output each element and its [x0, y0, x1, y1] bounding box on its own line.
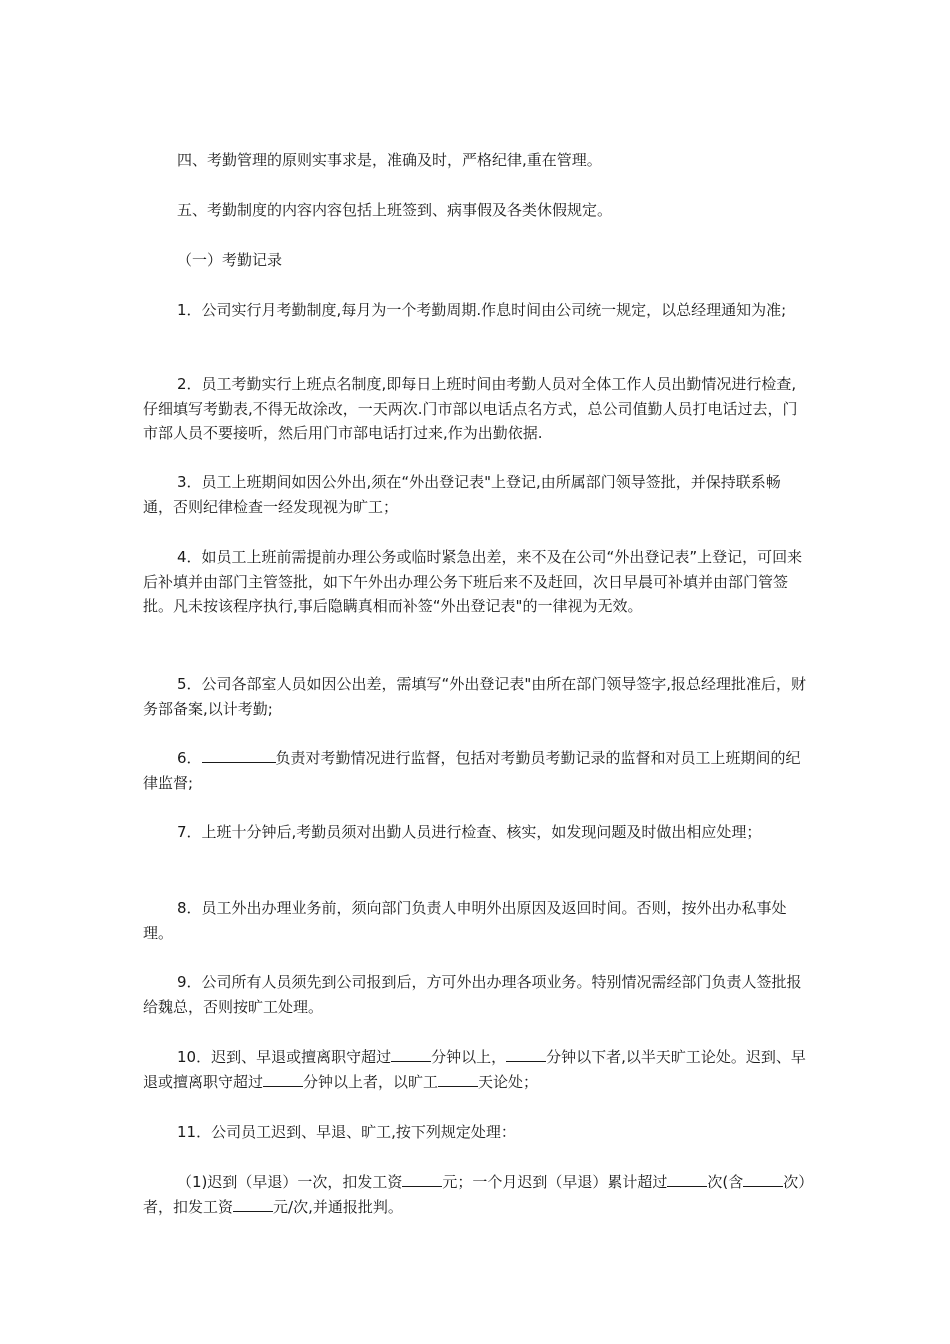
fill-blank: [263, 1071, 303, 1087]
fill-blank: [438, 1071, 478, 1087]
content-paragraph: 五、考勤制度的内容内容包括上班签到、病事假及各类休假规定。: [177, 201, 613, 219]
rule-item-5: 5．公司各部室人员如因公出差，需填写“外出登记表"由所在部门领导签字,报总经理批准后，财务部备案,以计考勤;: [143, 675, 806, 718]
rule-item-8: 8．员工外出办理业务前，须向部门负责人申明外出原因及返回时间。否则，按外出办私事处理。: [143, 899, 787, 942]
section-heading-attendance-records: （一）考勤记录: [177, 251, 283, 269]
fill-blank: [667, 1171, 707, 1187]
rule-item-6-text: 负责对考勤情况进行监督，包括对考勤员考勤记录的监督和对员工上班期间的纪律监督;: [143, 749, 801, 792]
rule-item-3: 3．员工上班期间如因公外出,须在“外出登记表"上登记,由所属部门领导签批，并保持联系畅通，否则纪律检查一经发现视为旷工；: [143, 473, 781, 516]
rule-item-10: [143, 1045, 807, 1094]
rule-item-10-text-4: 分钟以上者，以旷工: [303, 1072, 439, 1091]
sub-item-1-text-3: 次(含: [707, 1173, 744, 1191]
sub-item-1-text-1: （1)迟到（早退）一次，扣发工资: [177, 1173, 403, 1191]
rule-item-10-text-5: 天论处；: [478, 1072, 539, 1091]
fill-blank: [391, 1046, 431, 1062]
rule-item-6-prefix: 6．: [177, 749, 202, 767]
rule-sub-item-1: [143, 1170, 807, 1219]
fill-blank: [233, 1196, 273, 1212]
rule-item-1: 1．公司实行月考勤制度,每月为一个考勤周期.作息时间由公司统一规定，以总经理通知为准;: [177, 301, 787, 319]
rule-item-11: 11．公司员工迟到、早退、旷工,按下列规定处理：: [177, 1123, 516, 1141]
sub-item-1-text-4: 次）者，扣发工资: [143, 1173, 806, 1216]
fill-blank: [506, 1046, 546, 1062]
rule-item-10-text-1: 10．迟到、早退或擅离职守超过: [177, 1048, 392, 1066]
rule-item-9: 9．公司所有人员须先到公司报到后，方可外出办理各项业务。特别情况需经部门负责人签批报给魏总，否则按旷工处理。: [143, 973, 802, 1016]
principle-paragraph: 四、考勤管理的原则实事求是，准确及时，严格纪律,重在管理。: [177, 151, 602, 169]
rule-item-7: 7．上班十分钟后,考勤员须对出勤人员进行检查、核实，如发现问题及时做出相应处理；: [177, 823, 762, 841]
rule-item-6: [143, 746, 807, 795]
sub-item-1-text-5: 元/次,并通报批判。: [273, 1197, 403, 1216]
fill-blank: [402, 1171, 442, 1187]
rule-item-10-text-3: 分钟以下者,以半天旷工论处。迟到、早退或擅离职守超过: [143, 1048, 806, 1091]
fill-blank: [202, 747, 276, 763]
sub-item-1-text-2: 元；一个月迟到（早退）累计超过: [442, 1173, 668, 1191]
fill-blank: [743, 1171, 783, 1187]
rule-item-2: 2．员工考勤实行上班点名制度,即每日上班时间由考勤人员对全体工作人员出勤情况进行检查,仔细填写考勤表,不得无故涂改，一天两次.门市部以电话点名方式，总公司值勤人员打电话过去，门市部人员不要接听，然后用门市部电话打过来,作为出勤依据.: [143, 375, 798, 442]
rule-item-4: 4．如员工上班前需提前办理公务或临时紧急出差，来不及在公司“外出登记表”上登记，可回来后补填并由部门主管签批，如下午外出办理公务下班后来不及赶回，次日早晨可补填并由部门管签批。凡未按该程序执行,事后隐瞒真相而补签“外出登记表"的一律视为无效。: [143, 548, 803, 615]
rule-item-10-text-2: 分钟以上，: [431, 1048, 507, 1066]
